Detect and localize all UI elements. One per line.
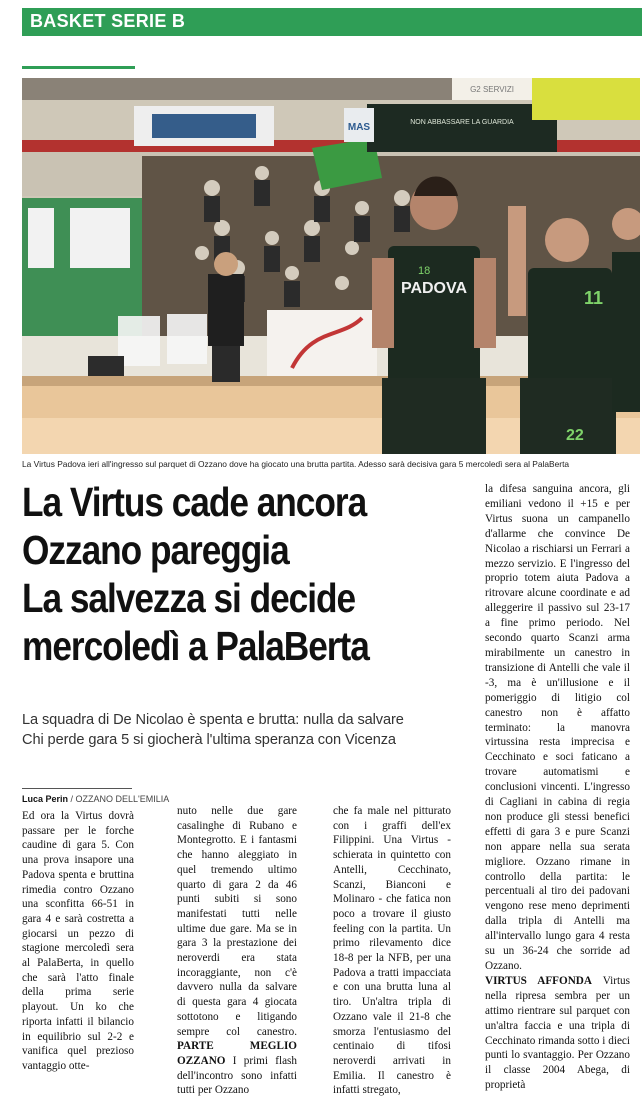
byline <box>22 793 170 805</box>
article-column-4 <box>485 482 630 1093</box>
section-title: BASKET SERIE B <box>30 11 186 31</box>
sponsor-text: MAS <box>347 122 371 133</box>
section-divider <box>22 66 135 69</box>
byline-author: Luca Perin <box>22 794 69 804</box>
article-text: la difesa sanguina ancora, gli emiliani vedono il +15 e per Virtus suona un campanello d'allarme che convince De Nicolao a rischiarsi un Ferrari a mezzo servizio. E l'ingresso del proprio totem aiuta Padova a ritrovare alcune coordinate e ad alleggerire il passivo sul 23-17 a fine primo periodo. Nel secondo quarto Scanzi arma mirabilmente un canestro in transizione di Antelli che vale il -3, ma è un'illusione e il pomeriggio di litigio col canestro non è affatto terminato: la manovra virtussina resta imprecisa e Cecchinato e soci faticano a trovare automatismi e conclusioni vincenti. L'ingresso di Cagliani in cabina di regia non produce gli stessi benefici effetti di gara 3 e pure Scanzi non appare nella sua serata migliore. Ozzano rimane in controllo della partita: le percentuali al tiro dei padovani vengono rese meno deprimenti dalla tripla di Antelli ma all'intervallo lungo gara 4 resta su un 36-24 che sorride ad Ozzano. <box>485 483 630 972</box>
subheadline-line: Chi perde gara 5 si giocherà l'ultima speranza con Vicenza <box>22 732 396 748</box>
subheadline-line: La squadra di De Nicolao è spenta e brutta: nulla da salvare <box>22 712 404 728</box>
article-text: Ed ora la Virtus dovrà passare per le forche caudine di gara 5. Con una prova insapore una Padova spenta e bruttina rimedia contro Ozzano una sconfitta 66-51 in gara 4 e sarà costretta a giocarsi un pezzo di stagione mercoledì sera al PalaBerta, in quello che sarà l'atto finale della prima serie playout. Un ko che riporta infatti il bilancio in equilibrio sul 2-2 e vanifica quel prezioso vantaggio otte- <box>22 810 134 1072</box>
article-column-2 <box>177 804 297 1098</box>
article-column-1 <box>22 793 170 1074</box>
article-text: nuto nelle due gare casalinghe di Rubano e Montegrotto. E i fantasmi che hanno aleggiato in quel tremendo ultimo quarto di gara 2 da 46 punti subiti si sono manifestati tutti nelle ultime due gare. Ma se in gara 3 la prestazione dei neroverdi era stata incoraggiante, non c'è davvero nulla da salvare di questa gara 4 giocata sottotono e litigando sempre col canestro. <box>177 805 297 1038</box>
section-header-bar <box>22 8 642 36</box>
subheadline <box>22 710 477 750</box>
jersey-number-second: 11 <box>584 288 604 308</box>
article-subtitle: PARTE MEGLIO OZZANO <box>177 1040 297 1067</box>
headline-line: La salvezza si decide <box>22 575 356 621</box>
article-column-3 <box>333 804 451 1098</box>
article-text: che fa male nel pitturato con i graffi dell'ex Filippini. Una Virtus - schierata in quintetto con Antelli, Cecchinato, Scanzi, Bianconi e Molinaro - che fatica non poco a trovare il giusto feeling con la partita. Un primo rilevamento dice 18-8 per la NFB, per una Padova a tratti impacciata e con una brutta luna al tiro. Un'altra tripla di Ozzano vale il 21-8 che smorza l'entusiasmo del centinaio di tifosi neroverdi arrivati in Emilia. Il canestro è infatti stregato, <box>333 805 451 1097</box>
jersey-text: PADOVA <box>400 280 468 297</box>
headline-line: Ozzano pareggia <box>22 527 289 573</box>
jersey-number-main: 18 <box>418 265 431 277</box>
article-text: Virtus nella ripresa sembra per un attimo rientrare sul parquet con un'altra faccia e una tripla di Cecchinato rimanda sotto i dieci punti lo svantaggio. Per Ozzano il classe 2004 Abega, di proprietà <box>485 974 631 1092</box>
ad-text: G2 SERVIZI <box>470 85 514 94</box>
headline <box>22 478 409 670</box>
article-text: I primi flash dell'incontro sono infatti tutti per Ozzano <box>177 1054 297 1097</box>
headline-line: mercoledì a PalaBerta <box>22 623 369 669</box>
article-subtitle: VIRTUS AFFONDA <box>485 974 592 987</box>
byline-place: / OZZANO DELL'EMILIA <box>70 794 170 804</box>
photo-caption: La Virtus Padova ieri all'ingresso sul parquet di Ozzano dove ha giocato una brutta partita. Adesso sarà decisiva gara 5 mercoledì sera al PalaBerta <box>22 459 570 469</box>
jersey-number-third: 22 <box>566 427 584 444</box>
headline-line: La Virtus cade ancora <box>22 479 367 525</box>
article-photo <box>22 78 640 454</box>
byline-divider <box>22 788 132 789</box>
banner-text: NON ABBASSARE LA GUARDIA <box>410 119 514 126</box>
